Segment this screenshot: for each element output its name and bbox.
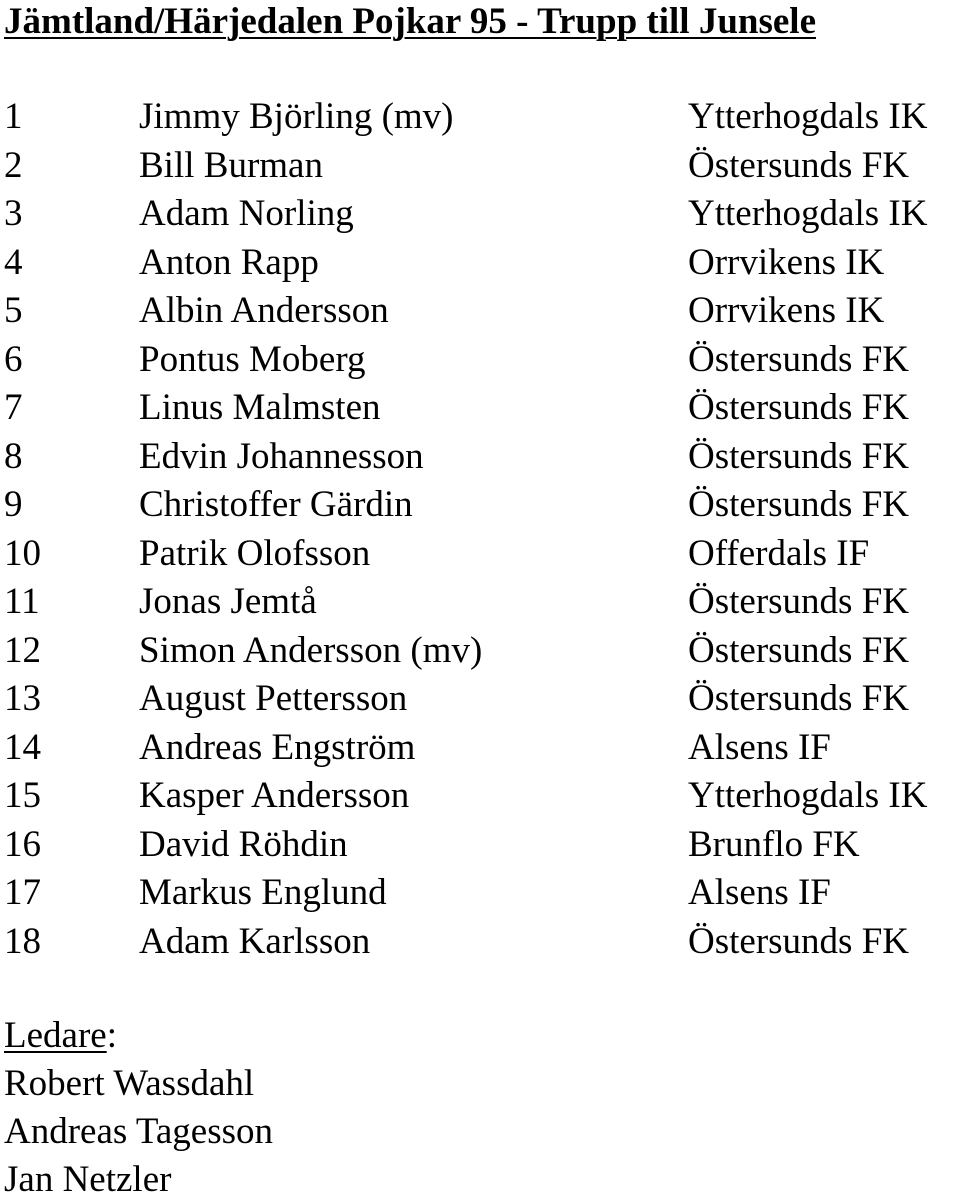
player-club: Offerdals IF [688, 532, 870, 574]
player-row [0, 530, 960, 579]
player-row [0, 772, 960, 821]
player-club: Orrvikens IK [688, 290, 885, 331]
player-club: Östersunds FK [688, 435, 909, 477]
player-row [0, 821, 960, 870]
player-row [0, 190, 960, 239]
player-number: 9 [4, 484, 23, 525]
player-club: Östersunds FK [688, 920, 909, 962]
document-title: Jämtland/Härjedalen Pojkar 95 - Trupp till Junsele [4, 1, 816, 42]
player-row [0, 239, 960, 288]
player-number: 15 [4, 775, 41, 816]
player-club: Ytterhogdals IK [688, 96, 928, 137]
player-number: 6 [4, 338, 23, 380]
player-row [0, 287, 960, 336]
player-row [0, 675, 960, 724]
player-row [0, 578, 960, 627]
player-name: David Röhdin [139, 823, 348, 865]
player-club: Östersunds FK [688, 484, 909, 525]
leader-name: Robert Wassdahl [4, 1063, 255, 1104]
player-number: 18 [4, 920, 41, 962]
player-club: Brunflo FK [688, 823, 860, 865]
player-number: 5 [4, 290, 23, 331]
player-name: Pontus Moberg [139, 338, 366, 380]
player-row [0, 433, 960, 482]
player-club: Ytterhogdals IK [688, 775, 928, 816]
player-name: Adam Karlsson [139, 920, 371, 962]
player-number: 2 [4, 144, 23, 186]
player-number: 3 [4, 193, 23, 234]
player-club: Ytterhogdals IK [688, 193, 928, 234]
player-name: Adam Norling [139, 193, 354, 234]
player-club: Östersunds FK [688, 581, 909, 622]
player-number: 10 [4, 532, 41, 574]
player-number: 4 [4, 241, 23, 283]
player-number: 17 [4, 872, 41, 913]
player-row [0, 93, 960, 142]
player-name: Andreas Engström [139, 726, 416, 768]
player-name: August Pettersson [139, 678, 408, 719]
player-name: Bill Burman [139, 144, 323, 186]
player-row [0, 481, 960, 530]
leaders-heading-colon: : [106, 1015, 117, 1056]
leader-list [4, 1060, 273, 1204]
player-row [0, 627, 960, 676]
player-club: Alsens IF [688, 726, 831, 768]
player-number: 11 [4, 581, 40, 622]
player-number: 13 [4, 678, 41, 719]
player-club: Alsens IF [688, 872, 831, 913]
player-club: Östersunds FK [688, 144, 909, 186]
leader-name: Andreas Tagesson [4, 1111, 274, 1152]
player-name: Patrik Olofsson [139, 532, 371, 574]
leader-name: Jan Netzler [4, 1159, 172, 1200]
player-name: Jonas Jemtå [139, 581, 317, 622]
player-name: Jimmy Björling (mv) [139, 96, 454, 137]
leaders-heading-label: Ledare [4, 1015, 107, 1056]
player-number: 16 [4, 823, 41, 865]
player-name: Markus Englund [139, 872, 387, 913]
player-row [0, 869, 960, 918]
player-name: Kasper Andersson [139, 775, 410, 816]
player-row [0, 384, 960, 433]
player-number: 8 [4, 435, 23, 477]
player-name: Anton Rapp [139, 241, 319, 283]
player-club: Östersunds FK [688, 678, 909, 719]
player-number: 14 [4, 726, 41, 768]
player-club: Östersunds FK [688, 387, 909, 428]
player-name: Albin Andersson [139, 290, 389, 331]
leaders-heading [4, 1012, 273, 1060]
player-name: Linus Malmsten [139, 387, 381, 428]
leaders-section [4, 1012, 273, 1204]
player-number: 12 [4, 629, 41, 671]
player-list [0, 93, 960, 966]
player-name: Edvin Johannesson [139, 435, 424, 477]
player-name: Christoffer Gärdin [139, 484, 413, 525]
player-number: 7 [4, 387, 23, 428]
player-row [0, 336, 960, 385]
player-row [0, 918, 960, 967]
player-name: Simon Andersson (mv) [139, 629, 483, 671]
player-club: Östersunds FK [688, 629, 909, 671]
player-number: 1 [4, 96, 23, 137]
player-row [0, 724, 960, 773]
player-club: Östersunds FK [688, 338, 909, 380]
player-row [0, 142, 960, 191]
player-club: Orrvikens IK [688, 241, 885, 283]
